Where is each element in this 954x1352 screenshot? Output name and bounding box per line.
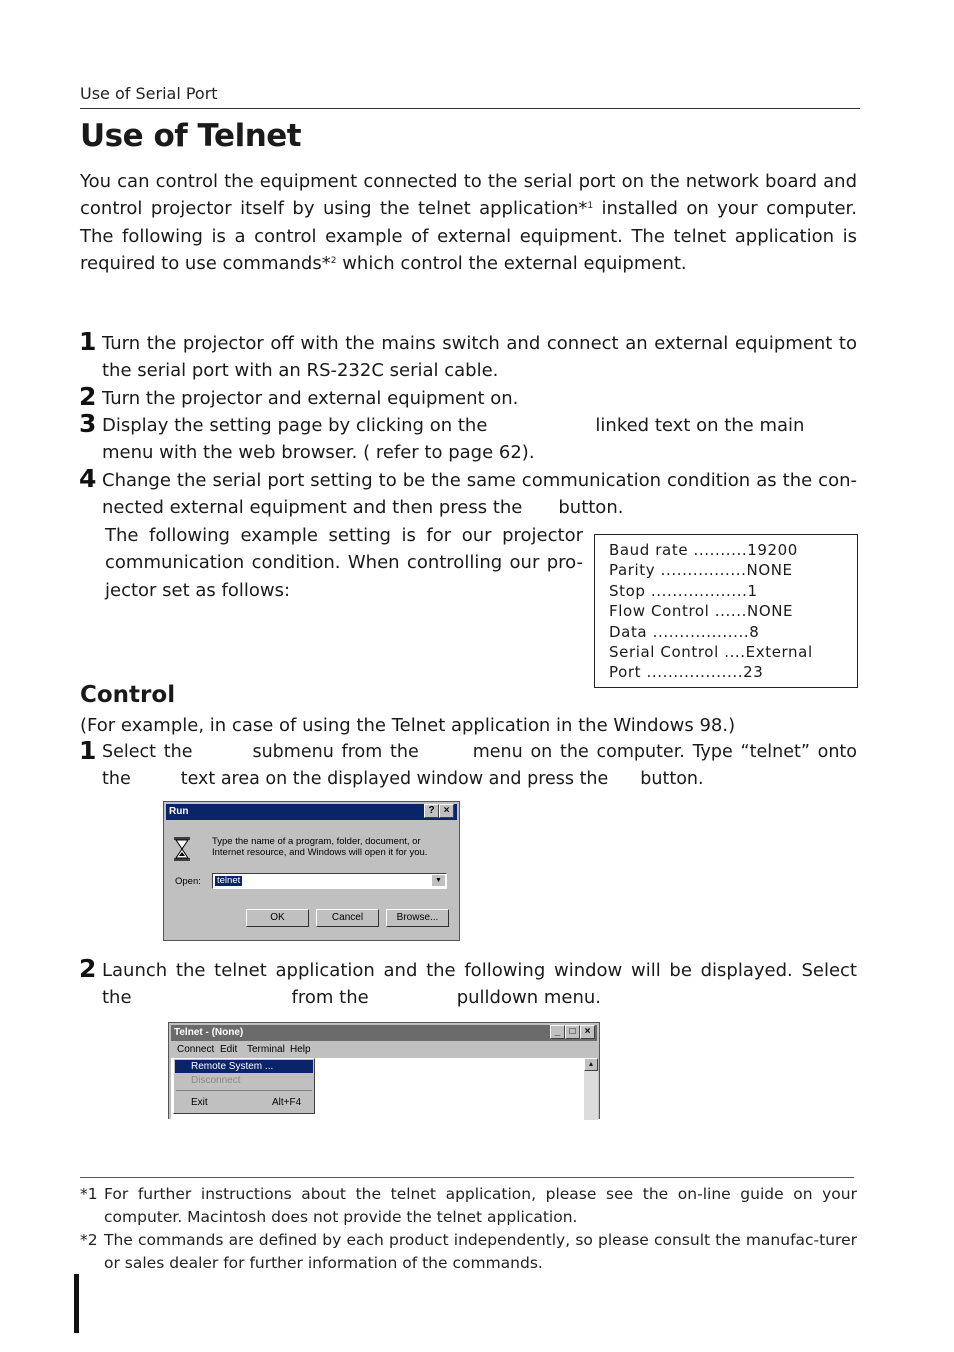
step-1: 1 Turn the projector off with the mains switch and connect an external equipment to the serial port with an RS-232C serial cable. [79, 327, 857, 382]
step-number: 2 [79, 382, 97, 411]
menu-edit[interactable]: Edit [220, 1044, 238, 1055]
intro-paragraph: You can control the equipment connected to the serial port on the network board and control projector itself by using the telnet application*$^1$ installed on your computer. The following is a control example of external equipment. The telnet application is required to use commands*$^2$ which control the external equipment. [80, 171, 857, 274]
menu-item-exit[interactable]: Exit [191, 1097, 208, 1108]
setting-row: Baud rate ..........19200 [609, 541, 798, 559]
step-number: 4 [79, 464, 97, 493]
header-rule [80, 108, 860, 109]
settings-box [594, 534, 858, 688]
setting-row: Parity ................NONE [609, 561, 793, 580]
menu-terminal[interactable]: Terminal [247, 1044, 285, 1055]
setting-row: Port ..................23 [609, 663, 764, 682]
connect-menu-dropdown [173, 1058, 315, 1114]
step-2: 2 Turn the projector and external equipment on. [79, 382, 519, 411]
browse-button[interactable]: Browse... [386, 909, 449, 927]
help-button[interactable]: ? [424, 804, 439, 818]
telnet-window [168, 1022, 600, 1119]
close-icon[interactable]: × [580, 1025, 595, 1039]
footnote-rule [80, 1177, 854, 1178]
open-label: Open: [175, 876, 201, 887]
step-3: 3 Display the setting page by clicking on the linked text on the main menu with the web browser. ( refer to page 62). [79, 409, 805, 464]
run-dialog [163, 801, 460, 941]
minimize-icon[interactable]: _ [550, 1025, 565, 1039]
step-number: 1 [79, 327, 97, 356]
footnote-1: *1 For further instructions about the telnet application, please see the on-line guide on your computer. Macintosh does not provide the telnet application. [80, 1185, 857, 1226]
run-message: Type the name of a program, folder, document, or Internet resource, and Windows will open it for you. [212, 836, 428, 858]
step-4: 4 Change the serial port setting to be the same communication condition as the con-nected external equipment and then press the button. [79, 464, 857, 519]
menu-help[interactable]: Help [290, 1044, 311, 1055]
open-input[interactable]: telnet ▼ [212, 873, 447, 889]
setting-row: Stop ..................1 [609, 581, 758, 600]
dropdown-arrow-icon[interactable]: ▼ [432, 875, 445, 886]
control-step-2: 2 Launch the telnet application and the following window will be displayed. Select the from the pulldown menu. [79, 954, 857, 1009]
setting-row: Flow Control ......NONE [609, 602, 794, 621]
page-edge-marker [74, 1274, 79, 1333]
page-title: Use of Telnet [80, 118, 302, 154]
step-number: 1 [79, 736, 97, 765]
control-heading: Control [80, 682, 176, 708]
setting-row: Data ..................8 [609, 622, 760, 641]
scrollbar[interactable] [584, 1058, 598, 1120]
ok-button[interactable]: OK [246, 909, 309, 927]
cancel-button[interactable]: Cancel [316, 909, 379, 927]
step-number: 3 [79, 409, 97, 438]
close-button[interactable]: × [439, 804, 454, 818]
setting-row: Serial Control ....External [609, 643, 813, 662]
scroll-up-icon[interactable]: ▲ [584, 1058, 598, 1071]
menu-connect[interactable]: Connect [177, 1044, 215, 1055]
step-number: 2 [79, 954, 97, 983]
example-text: The following example setting is for our projector communication condition. When controlling our pro-jector set as follows: [105, 525, 583, 601]
control-note: (For example, in case of using the Telnet application in the Windows 98.) [80, 715, 736, 736]
exit-shortcut: Alt+F4 [272, 1097, 302, 1108]
section-header: Use of Serial Port [80, 84, 218, 103]
footnote-2: *2 The commands are defined by each product independently, so please consult the manufac-turer or sales dealer for further information of the commands. [80, 1231, 857, 1272]
menu-separator [176, 1090, 312, 1091]
control-step-1: 1 Select the submenu from the menu on the computer. Type “telnet” onto the text area on the displayed window and press the button. [79, 736, 857, 790]
telnet-title-bar: Telnet - (None) [171, 1025, 597, 1041]
menu-item-disconnect[interactable]: Disconnect [191, 1075, 241, 1086]
run-title-bar: Run [166, 804, 457, 820]
maximize-icon[interactable]: □ [565, 1025, 580, 1039]
run-hourglass-icon [173, 836, 191, 862]
menu-item-remote-system[interactable]: Remote System ... [191, 1061, 274, 1072]
